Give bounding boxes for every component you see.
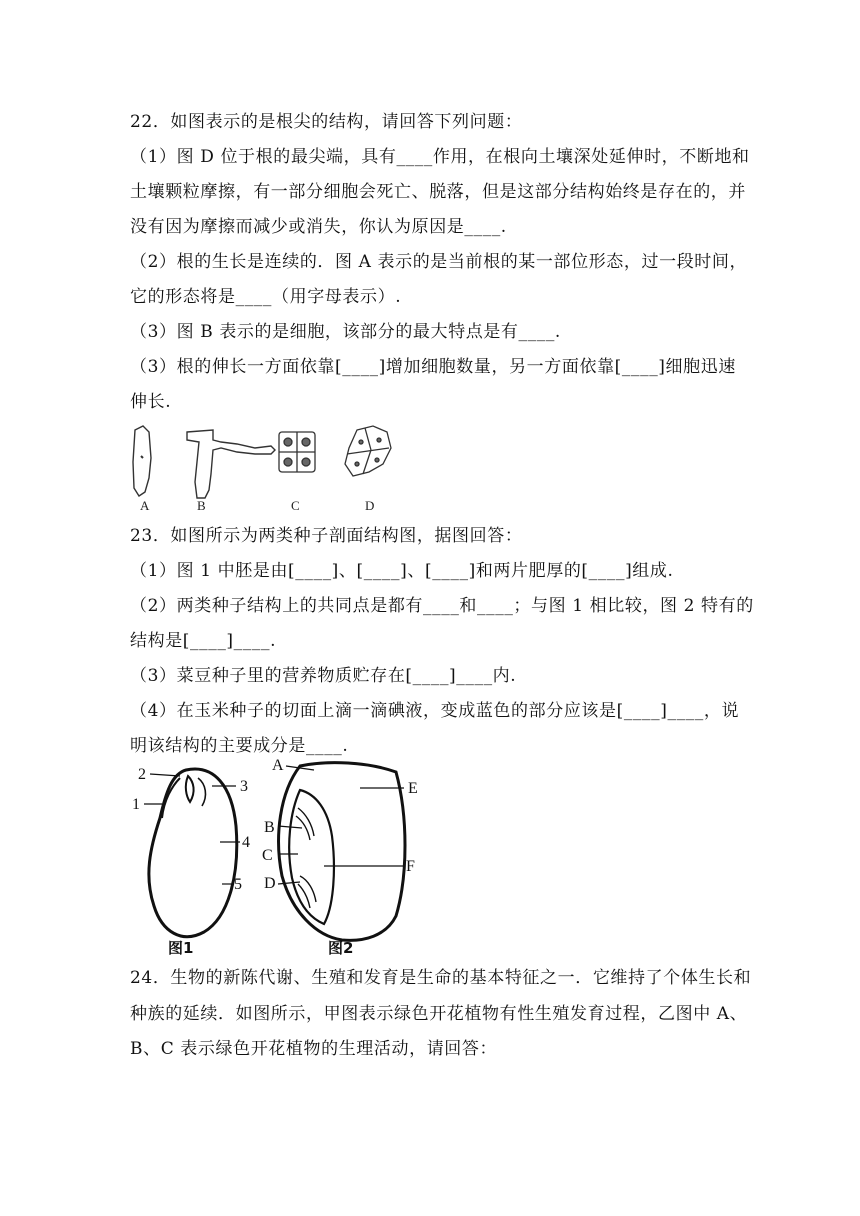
corn-seed-label-c: C [262,847,273,864]
figure-1-caption: 图1 [168,939,194,957]
corn-seed-leader-lines [278,766,404,884]
q22-line-8: 伸长. [130,392,172,412]
q23-line-6: 明该结构的主要成分是____. [130,736,349,756]
bean-seed-label-5: 5 [234,876,242,893]
bean-seed-drawing [149,769,237,937]
bean-seed-label-2: 2 [138,766,146,783]
q23-line-4: （3）菜豆种子里的营养物质贮存在[____]____内. [130,666,517,686]
corn-seed-drawing [279,763,405,941]
q24-line-1: 24．生物的新陈代谢、生殖和发育是生命的基本特征之一．它维持了个体生长和 [130,968,752,988]
q22-line-3: 没有因为摩擦而减少或消失，你认为原因是____. [130,217,507,237]
root-figure-label-d: D [365,498,375,513]
q24-line-3: B、C 表示绿色开花植物的生理活动，请回答： [130,1039,498,1059]
q22-line-6: （3）图 B 表示的是细胞，该部分的最大特点是有____. [130,322,561,342]
bean-seed-label-4: 4 [242,834,250,851]
figure-2-caption: 图2 [328,939,354,957]
q22-line-4: （2）根的生长是连续的．图 A 表示的是当前根的某一部位形态，过一段时间， [130,252,748,272]
corn-seed-label-e: E [408,780,418,797]
root-tip-figure [125,418,415,514]
corn-seed-label-f: F [406,858,415,875]
corn-seed-label-d: D [264,875,276,892]
q22-title: 22．如图表示的是根尖的结构，请回答下列问题： [130,112,523,132]
corn-seed-label-a: A [272,757,284,774]
seed-structure-figure [128,756,428,958]
q22-line-1: （1）图 D 位于根的最尖端，具有____作用，在根向土壤深处延伸时，不断地和 [130,147,750,167]
root-figure-label-a: A [140,498,150,513]
corn-seed-label-b: B [264,819,275,836]
q24-line-2: 种族的延续．如图所示，甲图表示绿色开花植物有性生殖发育过程，乙图中 A、 [130,1004,748,1024]
q23-line-5: （4）在玉米种子的切面上滴一滴碘液，变成蓝色的部分应该是[____]____，说 [130,701,740,721]
root-figure-label-c: C [291,498,300,513]
q23-line-1: （1）图 1 中胚是由[____]、[____]、[____]和两片肥厚的[____]组成. [130,561,674,581]
q22-line-7: （3）根的伸长一方面依靠[____]增加细胞数量，另一方面依靠[____]细胞迅速 [130,357,736,377]
root-figure-label-b: B [197,498,206,513]
q22-line-5: 它的形态将是____（用字母表示）. [130,287,402,307]
q22-line-2: 土壤颗粒摩擦，有一部分细胞会死亡、脱落，但是这部分结构始终是存在的，并 [130,182,746,202]
bean-seed-label-3: 3 [240,778,248,795]
root-cell-a-drawing [133,426,151,496]
root-hair-cell-b-drawing [187,430,275,498]
bean-seed-label-1: 1 [132,796,140,813]
root-cap-cells-d-drawing [345,426,391,476]
meristem-cells-c-drawing [279,432,315,472]
q23-line-2: （2）两类种子结构上的共同点是都有____和____；与图 1 相比较，图 2 特有的 [130,596,754,616]
q23-title: 23．如图所示为两类种子剖面结构图，据图回答： [130,526,523,546]
q23-line-3: 结构是[____]____. [130,631,277,651]
